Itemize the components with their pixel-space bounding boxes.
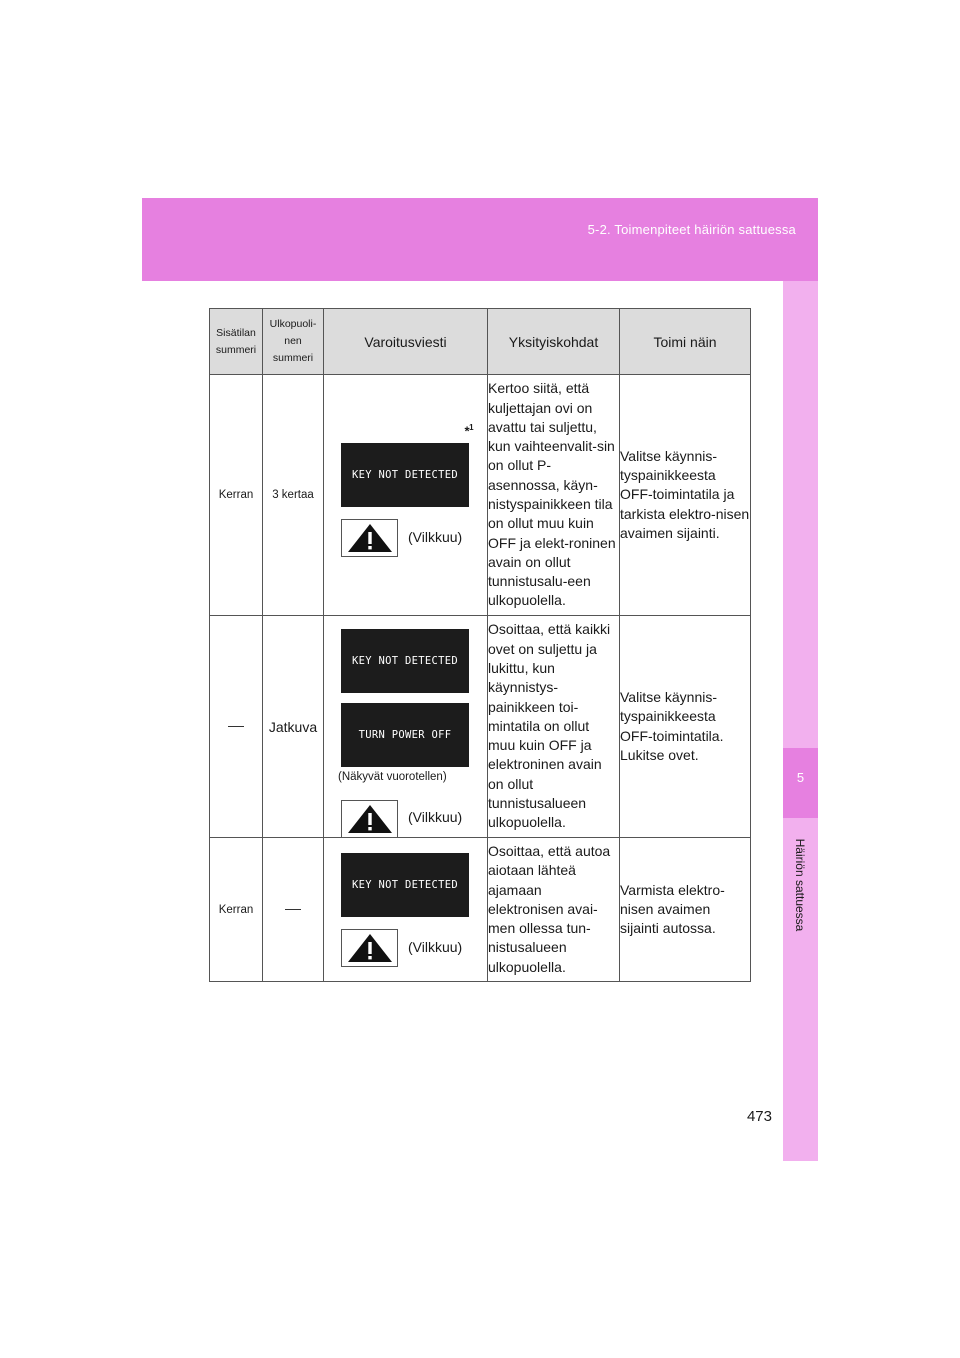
details-cell: Osoittaa, että autoa aiotaan lähteä ajamaan elektronisen avai-men ollessa tun-nistusalueen ulkopuolella. <box>488 838 620 982</box>
details-cell: Kertoo siitä, että kuljettajan ovi on avattu tai suljettu, kun vaihteenvalit-sin on ollut P-asennossa, käyn-nistyspainikkeen tila on ollut muu kuin OFF ja elekt-roninen avain on ollut tunnistusalu-een ulkopuolella. <box>488 375 620 616</box>
dash <box>285 909 301 910</box>
turn-power-off-display: TURN POWER OFF <box>341 703 469 767</box>
details-cell: Osoittaa, että kaikki ovet on suljettu ja lukittu, kun käynnistys-painikkeen toi-mintatila on ollut muu kuin OFF ja elektroninen avain on ollut tunnistusalueen ulkopuolella. <box>488 616 620 838</box>
header-band <box>142 198 818 281</box>
key-not-detected-display: KEY NOT DETECTED <box>341 629 469 693</box>
action-cell: Varmista elektro-nisen avaimen sijainti autossa. <box>620 838 751 982</box>
header-action: Toimi näin <box>620 309 751 375</box>
outside-buzzer-cell: Jatkuva <box>263 616 324 838</box>
table-row <box>210 838 751 982</box>
outside-buzzer-cell: 3 kertaa <box>263 375 324 616</box>
side-tab-label: Häiriön sattuessa <box>793 838 807 932</box>
warning-triangle-icon <box>341 929 398 967</box>
table-row <box>210 616 751 838</box>
page-number: 473 <box>746 1108 772 1125</box>
blink-label: (Vilkkuu) <box>408 939 463 955</box>
blink-label: (Vilkkuu) <box>408 529 463 545</box>
inside-buzzer-cell: Kerran <box>210 375 263 616</box>
action-cell: Valitse käynnis-tyspainikkeesta OFF-toimintatila ja tarkista elektro-nisen avaimen sijainti. <box>620 375 751 616</box>
outside-buzzer-cell <box>263 838 324 982</box>
dash <box>228 726 244 727</box>
warning-triangle-icon <box>341 800 398 838</box>
inside-buzzer-cell <box>210 616 263 838</box>
header-outside-buzzer: Ulkopuoli-nen summeri <box>263 309 324 375</box>
alternating-label: (Näkyvät vuorotellen) <box>338 771 447 783</box>
warning-table <box>209 308 751 982</box>
header-inside-buzzer: Sisätilan summeri <box>210 309 263 375</box>
table-header-row <box>210 309 751 375</box>
message-cell <box>324 375 488 616</box>
section-title: 5-2. Toimenpiteet häiriön sattuessa <box>587 222 796 237</box>
blink-label: (Vilkkuu) <box>408 809 463 825</box>
key-not-detected-display: KEY NOT DETECTED <box>341 853 469 917</box>
side-tab-number: 5 <box>796 770 805 785</box>
header-details: Yksityiskohdat <box>488 309 620 375</box>
inside-buzzer-cell: Kerran <box>210 838 263 982</box>
header-message: Varoitusviesti <box>324 309 488 375</box>
warning-triangle-icon <box>341 519 398 557</box>
side-tab-strip <box>783 281 818 1161</box>
table-row <box>210 375 751 616</box>
footnote-marker: *$^1$ <box>464 423 474 439</box>
message-cell <box>324 616 488 838</box>
message-cell <box>324 838 488 982</box>
key-not-detected-display: KEY NOT DETECTED <box>341 443 469 507</box>
action-cell: Valitse käynnis-tyspainikkeesta OFF-toimintatila. Lukitse ovet. <box>620 616 751 838</box>
